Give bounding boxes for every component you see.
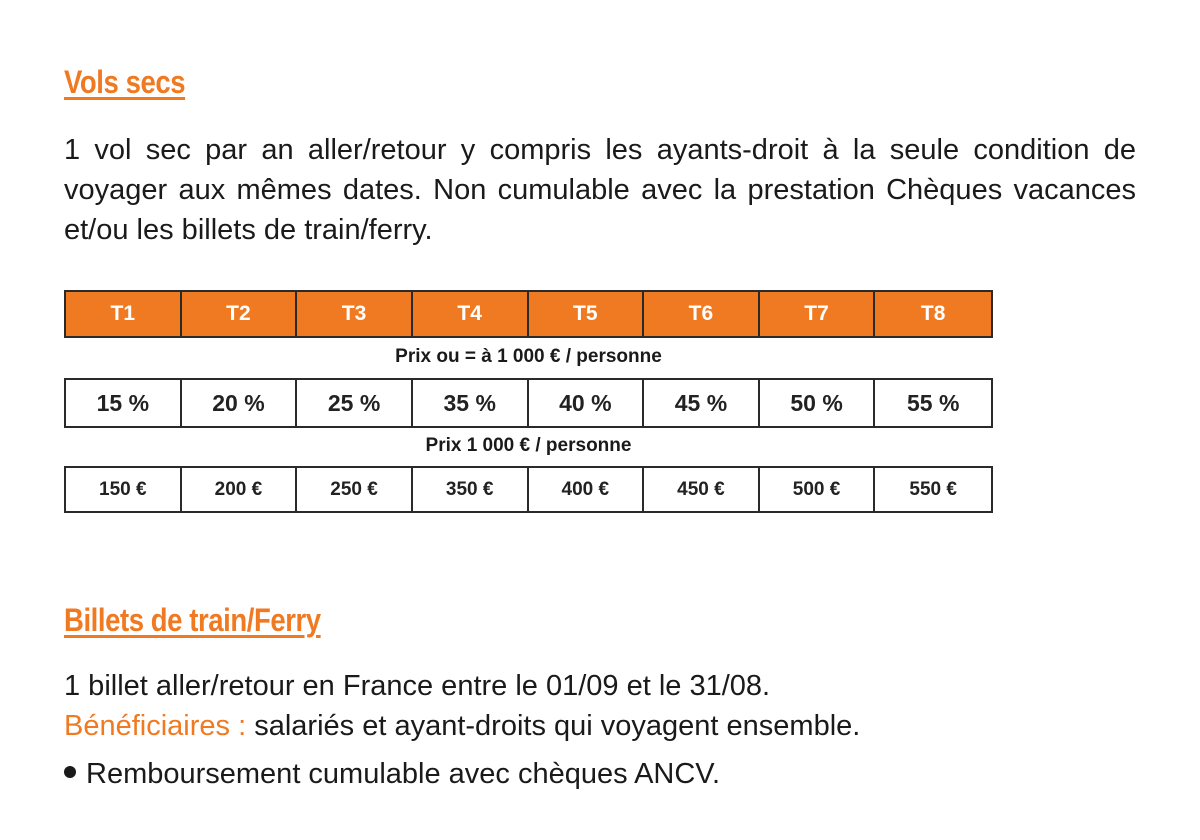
euro-amount-cell: 200 € [182,468,298,511]
percentage-cell: 55 % [906,389,960,416]
bullet-item [64,754,720,794]
euro-amount-cell: 150 € [66,468,182,511]
percentage-cell: 35 % [413,380,529,426]
tier-header-t8: T8 [920,302,946,325]
percentage-cell: 25 % [297,380,413,426]
percentage-cell: 15 % [66,380,182,426]
percentage-cell: 20 % [182,380,298,426]
tier-header-t3: T3 [297,292,413,336]
tier-header-t5: T5 [529,292,645,336]
euro-amount-cell: 400 € [529,468,645,511]
euro-row-caption: Prix 1 000 € / personne [425,435,632,456]
percent-row-caption: Prix ou = à 1 000 € / personne [395,346,662,367]
vols-secs-heading: Vols secs [64,64,186,100]
bullet-text: Remboursement cumulable avec chèques ANCV. [86,758,721,790]
euro-amount-row [64,466,993,513]
tier-header-t2: T2 [182,292,298,336]
percentage-cell: 40 % [529,380,645,426]
vols-secs-description: 1 vol sec par an aller/retour y compris les ayants-droit à la seule condition de voyager aux mêmes dates. Non cumulable avec la prestation Chèques vacances et/ou les billets de train/ferry. [64,134,1136,246]
euro-amount-cell: 500 € [760,468,876,511]
tier-header-t4: T4 [413,292,529,336]
euro-amount-cell: 350 € [413,468,529,511]
tier-header-t7: T7 [760,292,876,336]
beneficiaires-line [64,706,860,746]
percentage-cell: 45 % [644,380,760,426]
percentage-row [64,378,993,428]
bullet-dot-icon [64,766,76,778]
percentage-cell: 50 % [760,380,876,426]
tier-header-t6: T6 [644,292,760,336]
euro-amount-cell: 550 € [909,478,957,500]
beneficiaires-text: salariés et ayant-droits qui voyagent ensemble. [246,710,861,742]
billets-heading: Billets de train/Ferry [64,602,321,638]
tier-header-t1: T1 [66,292,182,336]
euro-amount-cell: 450 € [644,468,760,511]
tier-header-row [64,290,993,338]
billets-description: 1 billet aller/retour en France entre le 01/09 et le 31/08. [64,670,771,702]
beneficiaires-label: Bénéficiaires : [64,710,247,742]
euro-amount-cell: 250 € [297,468,413,511]
